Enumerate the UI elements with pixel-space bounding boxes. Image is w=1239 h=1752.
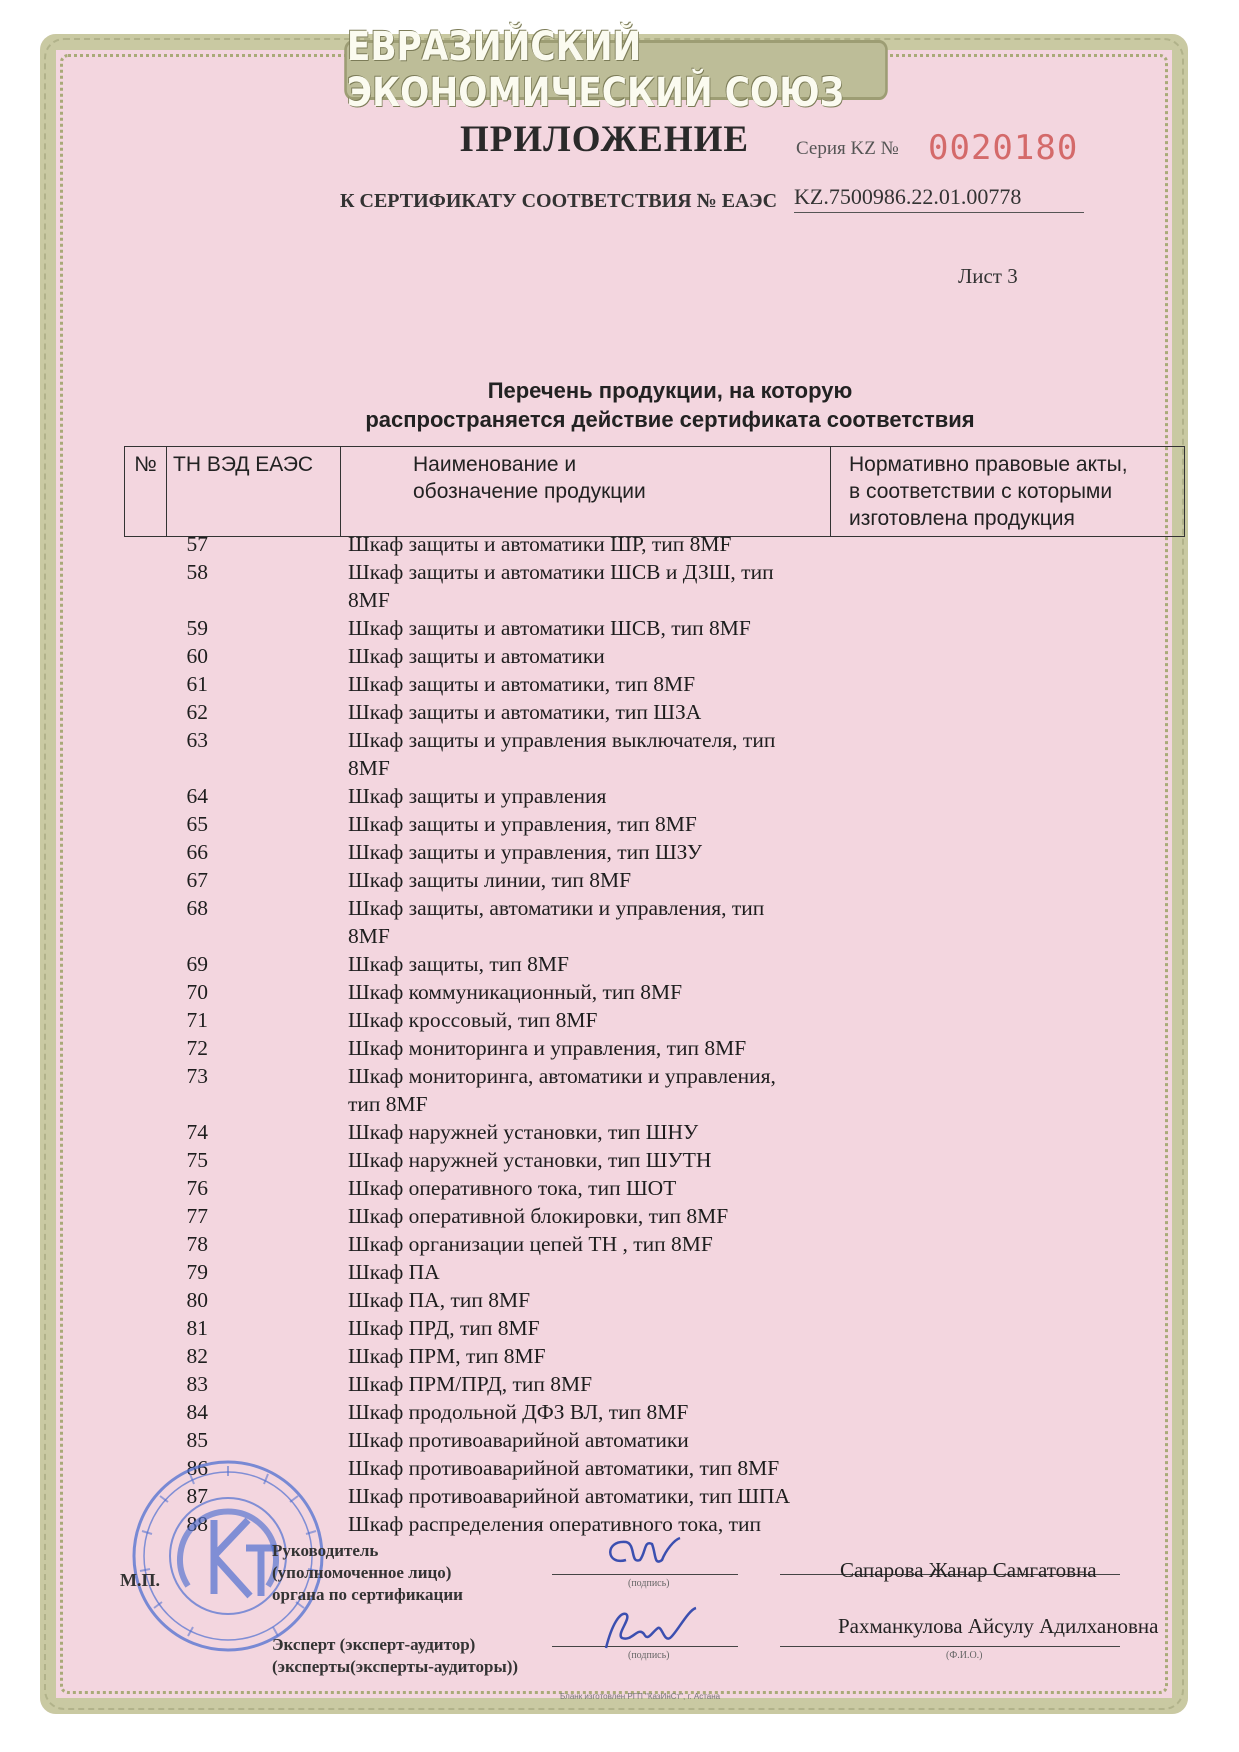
row-number: 79 — [186, 1260, 208, 1284]
table-row — [124, 726, 844, 782]
table-row — [124, 1202, 844, 1230]
row-product-name: Шкаф кроссовый, тип 8MF — [348, 1008, 598, 1032]
row-number: 88 — [186, 1512, 208, 1536]
row-product-name: Шкаф мониторинга, автоматики и управления, тип 8MF — [348, 1064, 776, 1116]
table-row — [124, 1426, 844, 1454]
row-number: 74 — [186, 1120, 208, 1144]
table-row — [124, 1314, 844, 1342]
expert-signature — [592, 1604, 702, 1660]
row-product-name: Шкаф оперативной блокировки, тип 8MF — [348, 1204, 729, 1228]
row-number: 76 — [186, 1176, 208, 1200]
table-row — [124, 866, 844, 894]
table-row — [124, 1286, 844, 1314]
row-number: 62 — [186, 700, 208, 724]
row-product-name: Шкаф защиты и автоматики, тип 8MF — [348, 672, 696, 696]
row-number: 86 — [186, 1456, 208, 1480]
row-product-name: Шкаф защиты и управления выключателя, тип 8MF — [348, 728, 776, 780]
expert-signature-caption: (подпись) — [628, 1650, 670, 1661]
row-product-name: Шкаф противоаварийной автоматики, тип 8MF — [348, 1456, 780, 1480]
table-row — [124, 1370, 844, 1398]
row-number: 57 — [186, 532, 208, 556]
table-row — [124, 978, 844, 1006]
list-title-line2: распространяется действие сертификата соответствия — [365, 407, 975, 432]
list-title — [300, 376, 1040, 434]
row-number: 85 — [186, 1428, 208, 1452]
row-number: 59 — [186, 616, 208, 640]
col-normative-acts: Нормативно правовые акты, в соответствии с которыми изготовлена продукция — [831, 447, 1185, 537]
row-number: 58 — [186, 560, 208, 584]
row-number: 83 — [186, 1372, 208, 1396]
fio-caption: (Ф.И.О.) — [946, 1650, 983, 1661]
row-product-name: Шкаф защиты и автоматики — [348, 644, 605, 668]
row-product-name: Шкаф защиты, автоматики и управления, тип 8MF — [348, 896, 765, 948]
table-row — [124, 1006, 844, 1034]
row-product-name: Шкаф продольной ДФЗ ВЛ, тип 8MF — [348, 1400, 689, 1424]
row-number: 87 — [186, 1484, 208, 1508]
row-number: 77 — [186, 1204, 208, 1228]
row-number: 80 — [186, 1288, 208, 1312]
row-product-name: Шкаф защиты и автоматики ШСВ и ДЗШ, тип 8MF — [348, 560, 774, 612]
table-row — [124, 614, 844, 642]
row-number: 65 — [186, 812, 208, 836]
expert-name: Рахманкулова Айсулу Адилхановна — [838, 1614, 1159, 1638]
row-product-name: Шкаф защиты, тип 8MF — [348, 952, 569, 976]
head-name: Сапарова Жанар Самгатовна — [840, 1558, 1097, 1582]
table-row — [124, 1118, 844, 1146]
row-product-name: Шкаф защиты и управления, тип ШЗУ — [348, 840, 703, 864]
head-signature-caption: (подпись) — [628, 1578, 670, 1589]
row-product-name: Шкаф защиты и автоматики ШСВ, тип 8MF — [348, 616, 751, 640]
row-number: 66 — [186, 840, 208, 864]
row-product-name: Шкаф защиты линии, тип 8MF — [348, 868, 632, 892]
row-product-name: Шкаф ПРМ/ПРД, тип 8MF — [348, 1372, 593, 1396]
table-row — [124, 810, 844, 838]
table-row — [124, 698, 844, 726]
series-label: Серия KZ № — [796, 138, 899, 159]
row-product-name: Шкаф защиты и автоматики ШР, тип 8MF — [348, 532, 732, 556]
head-signature — [596, 1530, 686, 1580]
document-title: ПРИЛОЖЕНИЕ — [460, 119, 750, 160]
table-row — [124, 950, 844, 978]
row-number: 84 — [186, 1400, 208, 1424]
form-printer-note: Бланк изготовлен РГП "КазИнСт", г. Астана — [560, 1692, 721, 1701]
table-row — [124, 642, 844, 670]
row-product-name: Шкаф наружней установки, тип ШУТН — [348, 1148, 712, 1172]
row-product-name: Шкаф ПРД, тип 8MF — [348, 1316, 540, 1340]
certificate-prefix: К СЕРТИФИКАТУ СООТВЕТСТВИЯ № ЕАЭС — [340, 190, 778, 212]
col-tn-ved: ТН ВЭД ЕАЭС — [167, 447, 341, 537]
row-number: 81 — [186, 1316, 208, 1340]
series-number: 0020180 — [928, 128, 1079, 168]
row-number: 75 — [186, 1148, 208, 1172]
seal-place-label: М.П. — [120, 1570, 160, 1590]
row-number: 63 — [186, 728, 208, 752]
row-product-name: Шкаф противоаварийной автоматики, тип ШПА — [348, 1484, 791, 1508]
row-product-name: Шкаф коммуникационный, тип 8MF — [348, 980, 683, 1004]
expert-role-label: Эксперт (эксперт-аудитор) (эксперты(эксперты-аудиторы)) — [272, 1635, 519, 1676]
row-number: 67 — [186, 868, 208, 892]
row-product-name: Шкаф ПРМ, тип 8MF — [348, 1344, 546, 1368]
row-number: 64 — [186, 784, 208, 808]
table-row — [124, 1342, 844, 1370]
row-number: 73 — [186, 1064, 208, 1088]
product-table-header — [124, 446, 1185, 537]
sheet-number: Лист 3 — [958, 264, 1018, 288]
row-number: 71 — [186, 1008, 208, 1032]
table-row — [124, 1062, 844, 1118]
row-number: 60 — [186, 644, 208, 668]
row-product-name: Шкаф оперативного тока, тип ШОТ — [348, 1176, 677, 1200]
table-row — [124, 782, 844, 810]
row-number: 82 — [186, 1344, 208, 1368]
list-title-line1: Перечень продукции, на которую — [487, 378, 853, 403]
row-product-name: Шкаф мониторинга и управления, тип 8MF — [348, 1036, 747, 1060]
row-product-name: Шкаф защиты и управления, тип 8MF — [348, 812, 697, 836]
table-row — [124, 1398, 844, 1426]
row-product-name: Шкаф защиты и автоматики, тип ШЗА — [348, 700, 702, 724]
row-product-name: Шкаф организации цепей ТН , тип 8MF — [348, 1232, 713, 1256]
row-number: 72 — [186, 1036, 208, 1060]
product-list — [124, 530, 844, 1538]
table-row — [124, 558, 844, 614]
row-product-name: Шкаф распределения оперативного тока, тип — [348, 1512, 761, 1536]
row-product-name: Шкаф защиты и управления — [348, 784, 607, 808]
table-row — [124, 1230, 844, 1258]
union-banner: ЕВРАЗИЙСКИЙ ЭКОНОМИЧЕСКИЙ СОЮЗ — [344, 40, 888, 100]
col-number: № — [125, 447, 167, 537]
expert-name-line — [780, 1646, 1120, 1647]
certificate-number: KZ.7500986.22.01.00778 — [794, 184, 1084, 213]
table-row — [124, 1146, 844, 1174]
table-row — [124, 670, 844, 698]
table-row — [124, 894, 844, 950]
row-product-name: Шкаф противоаварийной автоматики — [348, 1428, 689, 1452]
table-row — [124, 838, 844, 866]
col-product-name: Наименование и обозначение продукции — [341, 447, 831, 537]
row-product-name: Шкаф ПА — [348, 1260, 440, 1284]
row-number: 69 — [186, 952, 208, 976]
row-product-name: Шкаф ПА, тип 8MF — [348, 1288, 531, 1312]
table-row — [124, 530, 844, 558]
row-number: 68 — [186, 896, 208, 920]
table-row — [124, 1034, 844, 1062]
table-row — [124, 1174, 844, 1202]
table-row — [124, 1258, 844, 1286]
row-product-name: Шкаф наружней установки, тип ШНУ — [348, 1120, 699, 1144]
row-number: 78 — [186, 1232, 208, 1256]
row-number: 61 — [186, 672, 208, 696]
row-number: 70 — [186, 980, 208, 1004]
head-role-label: Руководитель (уполномоченное лицо) органа по сертификации — [272, 1541, 463, 1604]
